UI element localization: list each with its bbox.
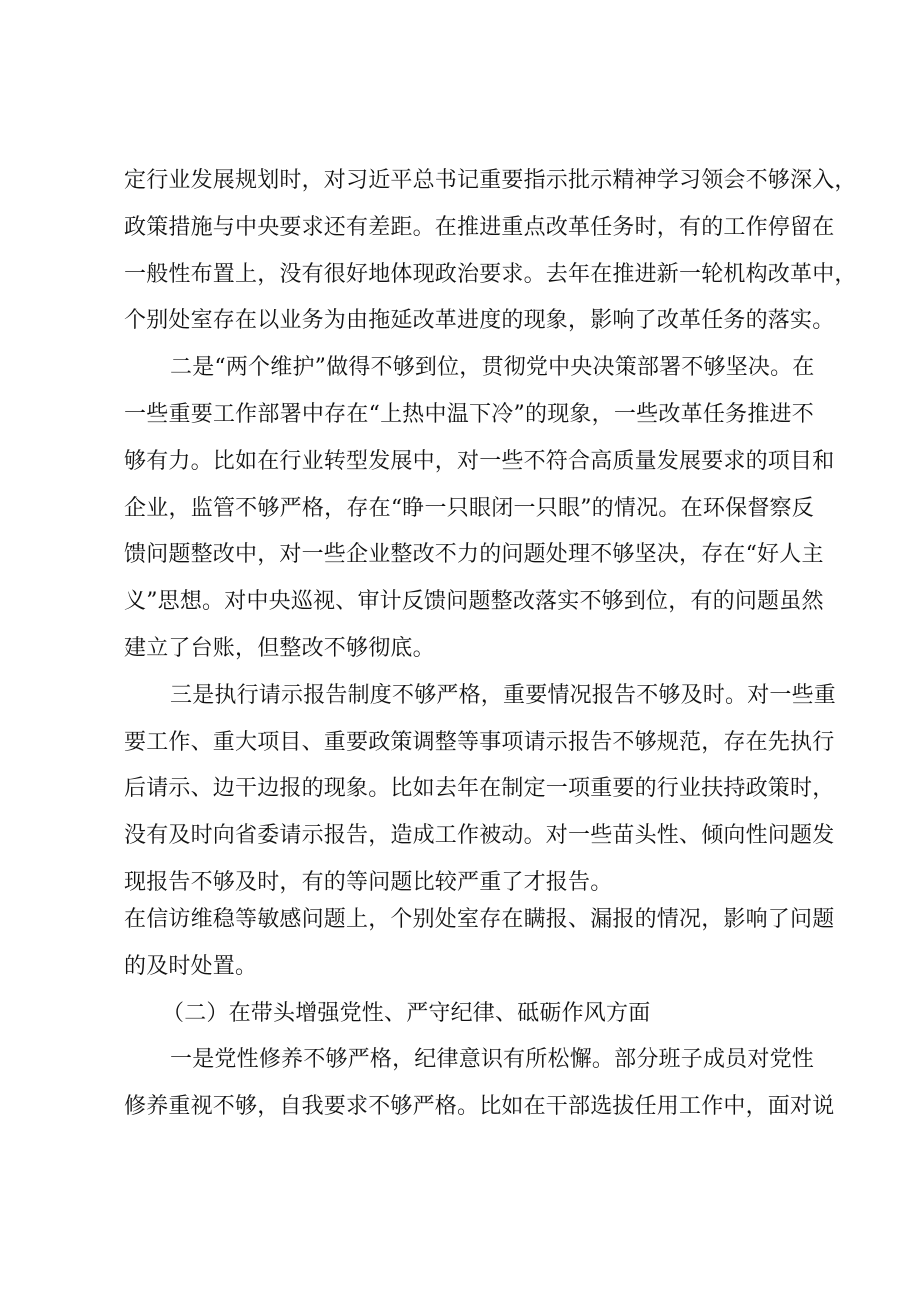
paragraph-start-line: 三是执行请示报告制度不够严格，重要情况报告不够及时。对一些重 — [170, 683, 837, 708]
text-line: 建立了台账，但整改不够彻底。 — [124, 636, 435, 661]
text-line: 没有及时向省委请示报告，造成工作被动。对一些苗头性、倾向性问题发 — [124, 823, 835, 848]
paragraph-start-line: 在信访维稳等敏感问题上，个别处室存在瞒报、漏报的情况，影响了问题 — [124, 907, 835, 932]
text-line: 义”思想。对中央巡视、审计反馈问题整改落实不够到位，有的问题虽然 — [124, 589, 824, 614]
text-line: 个别处室存在以业务为由拖延改革进度的现象，影响了改革任务的落实。 — [124, 308, 835, 333]
text-line: 现报告不够及时，有的等问题比较严重了才报告。 — [124, 870, 613, 895]
text-line: 馈问题整改中，对一些企业整改不力的问题处理不够坚决，存在“好人主 — [124, 542, 824, 567]
text-line: 企业，监管不够严格，存在“睁一只眼闭一只眼”的情况。在环保督察反 — [124, 496, 814, 521]
section-heading: （二）在带头增强党性、严守纪律、砥砺作风方面 — [162, 1001, 651, 1026]
text-line: 定行业发展规划时，对习近平总书记重要指示批示精神学习领会不够深入， — [124, 168, 857, 193]
paragraph-start-line: 一是党性修养不够严格，纪律意识有所松懈。部分班子成员对党性 — [170, 1047, 814, 1072]
text-line: 政策措施与中央要求还有差距。在推进重点改革任务时，有的工作停留在 — [124, 215, 835, 240]
text-line: 后请示、边干边报的现象。比如去年在制定一项重要的行业扶持政策时， — [124, 776, 835, 801]
text-line: 的及时处置。 — [124, 954, 258, 979]
text-line: 要工作、重大项目、重要政策调整等事项请示报告不够规范，存在先执行 — [124, 730, 835, 755]
text-line: 够有力。比如在行业转型发展中，对一些不符合高质量发展要求的项目和 — [124, 449, 835, 474]
text-line: 修养重视不够，自我要求不够严格。比如在干部选拔任用工作中，面对说 — [124, 1094, 835, 1119]
text-line: 一般性布置上，没有很好地体现政治要求。去年在推进新一轮机构改革中， — [124, 262, 857, 287]
text-line: 一些重要工作部署中存在“上热中温下冷”的现象，一些改革任务推进不 — [124, 402, 814, 427]
paragraph-start-line: 二是“两个维护”做得不够到位，贯彻党中央决策部署不够坚决。在 — [170, 355, 815, 380]
